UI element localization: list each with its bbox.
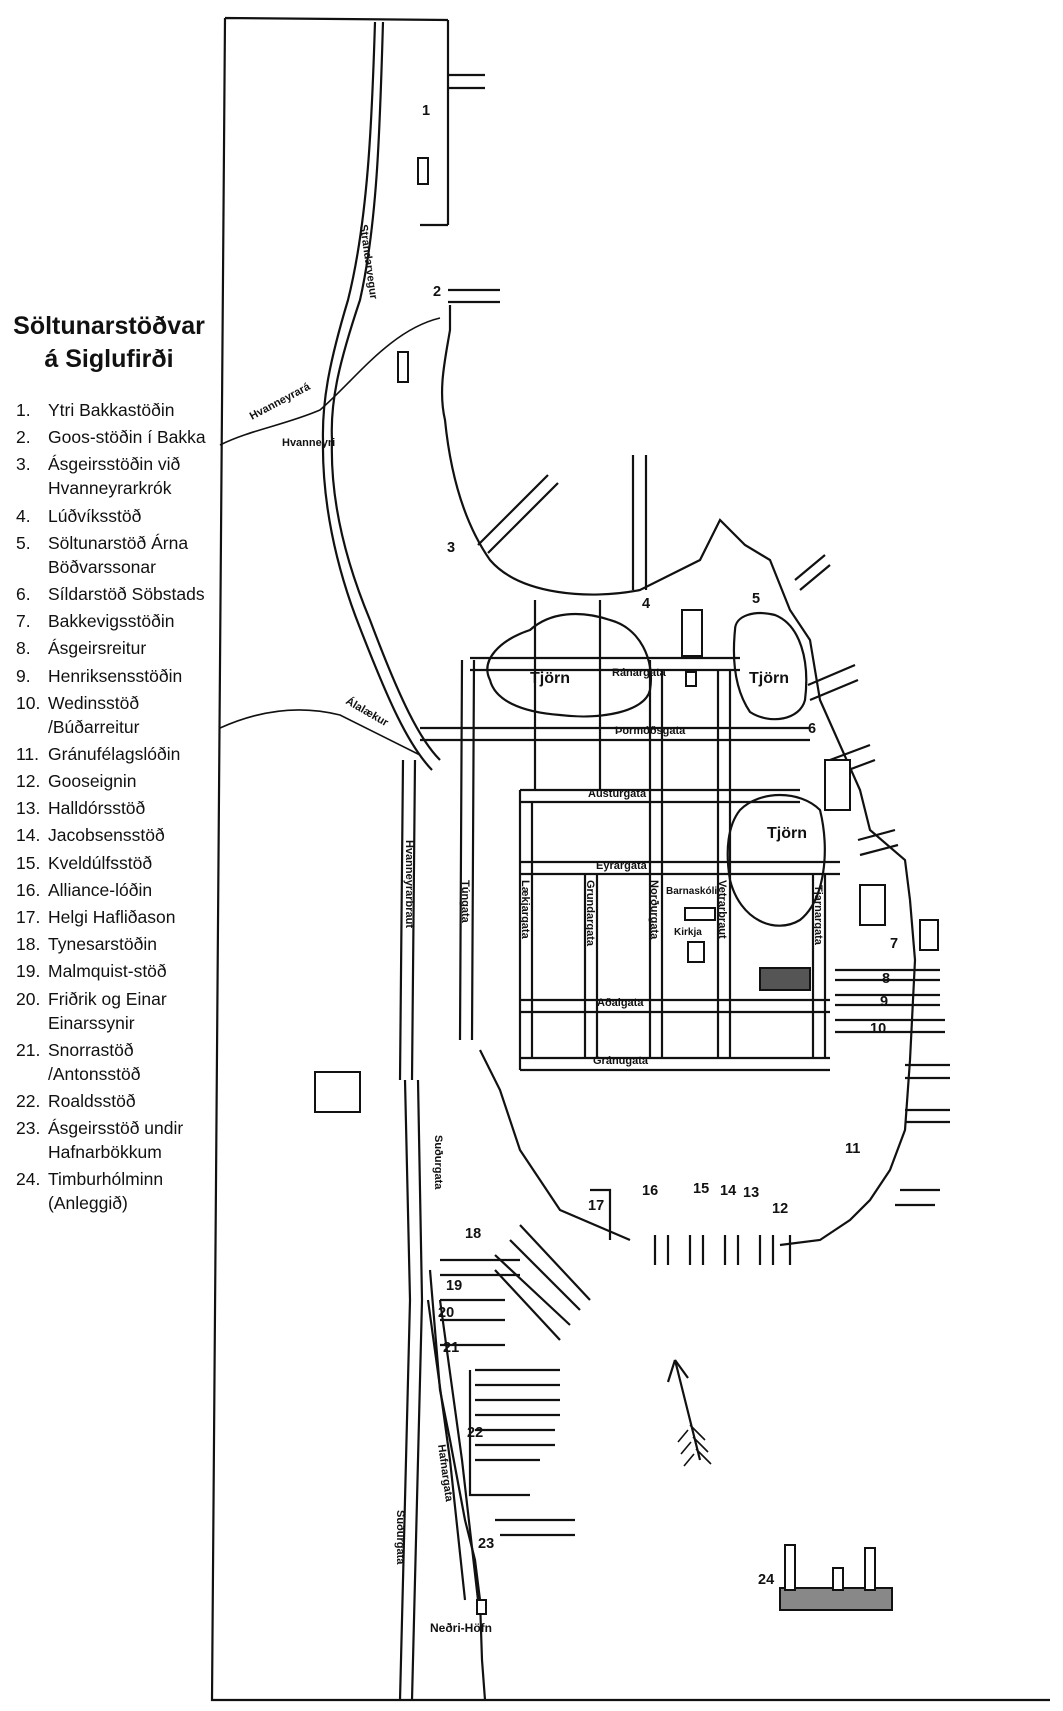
legend-item-label: Jacobsensstöð — [48, 825, 165, 846]
legend-item-number: 13. — [16, 798, 41, 819]
station-number-6: 6 — [808, 721, 817, 737]
legend-item-number: 4. — [16, 505, 31, 526]
legend-item-label: Timburhólminn (Anleggið) — [48, 1169, 164, 1214]
legend-item — [0, 959, 210, 983]
legend-item-label: Gránufélagslóðin — [48, 743, 181, 764]
legend-item — [0, 742, 210, 766]
legend-item — [0, 769, 210, 793]
street-eyrargata — [520, 862, 840, 874]
west-building — [315, 1072, 360, 1112]
legend-item-label: Ásgeirsstöðin við Hvanneyrarkrók — [48, 454, 181, 499]
street-nordurgata — [650, 660, 662, 1058]
legend-item-number: 21. — [16, 1039, 41, 1060]
legend-item-number: 5. — [16, 532, 31, 553]
legend-item-number: 23. — [16, 1118, 41, 1139]
legend-item-number: 24. — [16, 1169, 41, 1190]
legend-item-number: 10. — [16, 692, 41, 713]
legend-title — [8, 310, 210, 376]
legend-item-number: 1. — [16, 400, 31, 420]
legend-item — [0, 878, 210, 902]
label-barnaskoli: Barnaskóli — [666, 886, 718, 897]
label-laekjargata: Lækjargata — [519, 880, 531, 939]
label-hvanneyri: Hvanneyri — [282, 437, 336, 449]
label-tjorn-3: Tjörn — [767, 825, 807, 842]
river-alalaekur — [220, 710, 420, 755]
legend-item-label: Bakkevigsstöðin — [48, 611, 175, 632]
street-mid-north — [535, 600, 600, 790]
legend-title-line-1: Söltunarstöðvar — [13, 312, 205, 340]
station-number-14: 14 — [720, 1183, 737, 1199]
station-number-4: 4 — [642, 596, 651, 612]
legend-item — [0, 932, 210, 956]
label-hafnargata: Hafnargata — [435, 1443, 455, 1503]
legend-item-number: 6. — [16, 583, 31, 604]
legend-item-label: Roaldsstöð — [48, 1090, 136, 1111]
station-number-22: 22 — [467, 1425, 484, 1441]
legend-item-number: 9. — [16, 665, 31, 686]
legend-item-label: Lúðvíksstöð — [48, 505, 142, 526]
label-austurgata: Austurgata — [588, 788, 647, 800]
timburholminn — [780, 1545, 892, 1610]
legend-list — [0, 398, 210, 1215]
label-eyrargata: Eyrargata — [596, 860, 647, 872]
station-number-10: 10 — [870, 1021, 887, 1037]
legend-item-number: 3. — [16, 454, 31, 475]
road-tungata — [460, 660, 474, 1040]
label-tungata: Túngata — [459, 880, 471, 923]
station-number-13: 13 — [743, 1185, 760, 1201]
legend-item-number: 18. — [16, 934, 41, 955]
legend-item — [0, 987, 210, 1035]
school-building — [685, 908, 715, 920]
legend-item-number: 22. — [16, 1090, 41, 1111]
legend-item-number: 17. — [16, 907, 41, 927]
legend-item — [0, 851, 210, 875]
legend-item-number: 11. — [16, 743, 40, 764]
legend-item-label: Henriksensstöðin — [48, 665, 183, 686]
station-number-12: 12 — [772, 1201, 789, 1217]
legend-item — [0, 398, 210, 422]
station-number-19: 19 — [446, 1278, 463, 1294]
label-vetrarbraut: Vetrarbraut — [716, 880, 728, 939]
legend-item-label: Alliance-lóðin — [48, 879, 153, 900]
legend-item-number: 20. — [16, 988, 41, 1009]
label-adalgata: Aðalgata — [597, 997, 644, 1009]
legend-panel — [0, 310, 210, 1219]
station-number-1: 1 — [422, 103, 431, 119]
legend-item — [0, 664, 210, 688]
legend-item-label: Gooseignin — [48, 771, 137, 792]
road-sudurgata — [400, 1080, 422, 1700]
label-grundargata: Grundargata — [584, 880, 596, 947]
label-granugata: Gránugata — [593, 1055, 649, 1067]
station-number-21: 21 — [443, 1340, 460, 1356]
station-number-8: 8 — [882, 971, 891, 987]
legend-item-label: Ytri Bakkastöðin — [48, 400, 175, 420]
legend-item-label: Helgi Hafliðason — [48, 907, 176, 927]
legend-item-label: Síldarstöð Söbstads — [48, 583, 205, 604]
station-number-11: 11 — [845, 1141, 861, 1157]
pond-tjorn-3 — [728, 795, 825, 926]
pond-hatched — [760, 968, 810, 990]
legend-item-number: 14. — [16, 825, 41, 846]
legend-item-label: Ásgeirsstöð undir Hafnarbökkum — [48, 1118, 184, 1163]
station-number-7: 7 — [890, 936, 899, 952]
legend-item — [0, 1089, 210, 1113]
station-number-3: 3 — [447, 540, 456, 556]
label-tjarnargata: Tjarnargata — [812, 885, 824, 945]
legend-item — [0, 636, 210, 660]
label-thormodsgata: Þormóðsgata — [615, 725, 686, 737]
legend-item-label: Wedinsstöð /Búðarreitur — [48, 692, 140, 737]
label-hvanneyrara: Hvanneyrará — [247, 380, 313, 423]
pond-tjorn-1 — [487, 614, 651, 716]
legend-item — [0, 582, 210, 606]
piers-north — [398, 75, 950, 1205]
legend-item-label: Ásgeirsreitur — [48, 638, 147, 659]
church-building — [688, 942, 704, 962]
label-hvanneyrarbraut: Hvanneyrarbraut — [403, 840, 415, 929]
legend-item-number: 7. — [16, 611, 31, 632]
legend-item-label: Goos-stöðin í Bakka — [48, 427, 206, 448]
station-number-24: 24 — [758, 1572, 775, 1588]
legend-item-number: 19. — [16, 961, 41, 982]
label-alalaekur: Álalækur — [343, 695, 391, 730]
legend-item-number: 15. — [16, 852, 41, 873]
label-nedri-hofn: Neðri-Höfn — [430, 1621, 492, 1635]
station-number-17: 17 — [588, 1198, 605, 1214]
legend-item — [0, 691, 210, 739]
legend-item — [0, 425, 210, 449]
legend-item — [0, 905, 210, 929]
map-frame — [212, 18, 1050, 1700]
label-sudurgata-2: Suðurgata — [394, 1510, 406, 1565]
legend-item — [0, 1038, 210, 1086]
label-sudurgata: Suðurgata — [432, 1135, 444, 1190]
legend-title-line-2: á Siglufirði — [44, 345, 174, 373]
road-strandarvegur-edge — [323, 22, 432, 770]
street-adalgata — [520, 1000, 830, 1012]
legend-item — [0, 1116, 210, 1164]
legend-item-label: Snorrastöð /Antonsstöð — [48, 1039, 141, 1084]
label-tjorn-2: Tjörn — [749, 670, 789, 687]
station-number-9: 9 — [880, 994, 889, 1010]
legend-item-label: Halldórsstöð — [48, 798, 146, 819]
station-number-20: 20 — [438, 1305, 455, 1321]
legend-item — [0, 796, 210, 820]
legend-item-number: 12. — [16, 771, 41, 792]
legend-item — [0, 531, 210, 579]
label-kirkja: Kirkja — [674, 927, 702, 938]
legend-item — [0, 823, 210, 847]
legend-item-label: Kveldúlfsstöð — [48, 852, 153, 873]
legend-item-number: 8. — [16, 638, 31, 659]
legend-item-label: Friðrik og Einar Einarssynir — [48, 988, 167, 1033]
station-number-15: 15 — [693, 1181, 710, 1197]
station-number-16: 16 — [642, 1183, 659, 1199]
road-strandarvegur — [332, 22, 440, 760]
station-number-5: 5 — [752, 591, 761, 607]
legend-item-label: Malmquist-stöð — [48, 961, 167, 982]
legend-item-label: Tynesarstöðin — [48, 934, 157, 955]
legend-item — [0, 452, 210, 500]
label-nordurgata: Norðurgata — [648, 880, 660, 940]
label-ranargata: Ránargata — [612, 667, 666, 679]
station-number-18: 18 — [465, 1226, 482, 1242]
pond-tjorn-2 — [734, 613, 806, 719]
street-ranargata — [470, 658, 740, 670]
legend-item-number: 2. — [16, 427, 31, 448]
shoreline-south — [430, 1270, 485, 1700]
legend-item — [0, 609, 210, 633]
street-austurgata — [520, 790, 800, 802]
north-arrow-icon — [668, 1360, 711, 1466]
street-granugata — [520, 1058, 830, 1070]
station-number-2: 2 — [433, 284, 442, 300]
legend-item — [0, 1167, 210, 1215]
label-strandarvegur: Strandarvegur — [357, 223, 380, 300]
legend-item — [0, 504, 210, 528]
legend-item-number: 16. — [16, 879, 41, 900]
label-tjorn-1: Tjörn — [530, 670, 570, 687]
station-number-23: 23 — [478, 1536, 495, 1552]
legend-item-label: Söltunarstöð Árna Böðvarssonar — [48, 532, 189, 577]
